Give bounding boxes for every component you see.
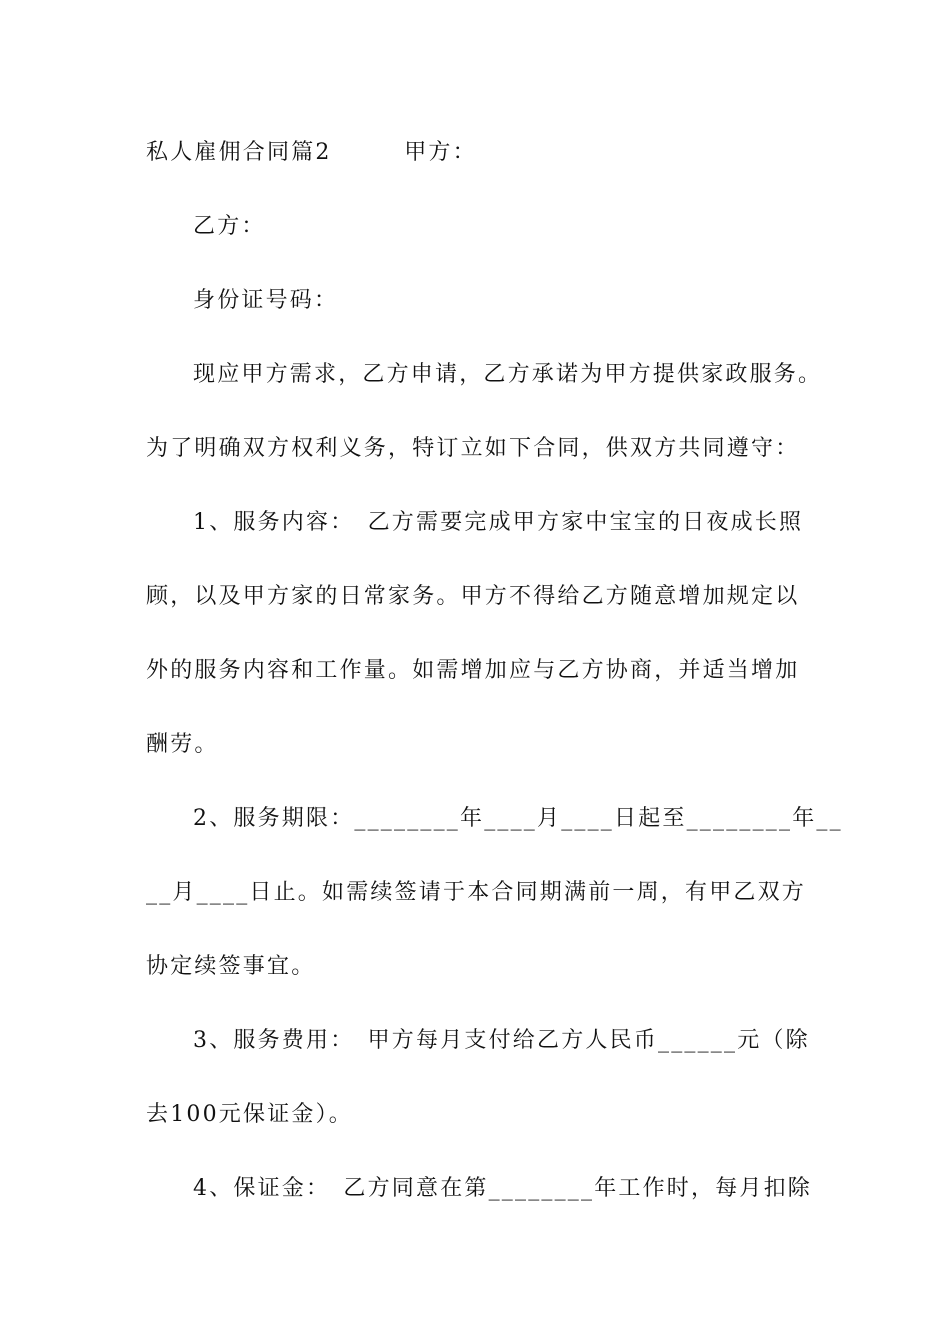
clause-1-line-3: 外的服务内容和工作量。如需增加应与乙方协商，并适当增加	[146, 658, 800, 683]
clause-1-line-4: 酬劳。	[146, 732, 219, 757]
clause-2-line-3: 协定续签事宜。	[146, 954, 316, 979]
preamble-line-1: 现应甲方需求，乙方申请，乙方承诺为甲方提供家政服务。	[193, 362, 823, 387]
id-number-line: 身份证号码：	[193, 288, 339, 313]
clause-1-line-1: 1、服务内容： 乙方需要完成甲方家中宝宝的日夜成长照	[193, 510, 804, 535]
clause-3-line-1: 3、服务费用： 甲方每月支付给乙方人民币______元（除	[193, 1028, 810, 1053]
party-b-line: 乙方：	[193, 214, 266, 239]
clause-1-line-2: 顾，以及甲方家的日常家务。甲方不得给乙方随意增加规定以	[146, 584, 800, 609]
clause-2-line-1: 2、服务期限：________年____月____日起至________年__	[193, 806, 843, 831]
clause-3-line-2: 去100元保证金）。	[146, 1102, 353, 1127]
title-line: 私人雇佣合同篇2 甲方：	[146, 140, 477, 165]
preamble-line-2: 为了明确双方权利义务，特订立如下合同，供双方共同遵守：	[146, 436, 800, 461]
clause-4-line-1: 4、保证金： 乙方同意在第________年工作时，每月扣除	[193, 1176, 812, 1201]
clause-2-line-2: __月____日止。如需续签请于本合同期满前一周，有甲乙双方	[146, 880, 807, 905]
